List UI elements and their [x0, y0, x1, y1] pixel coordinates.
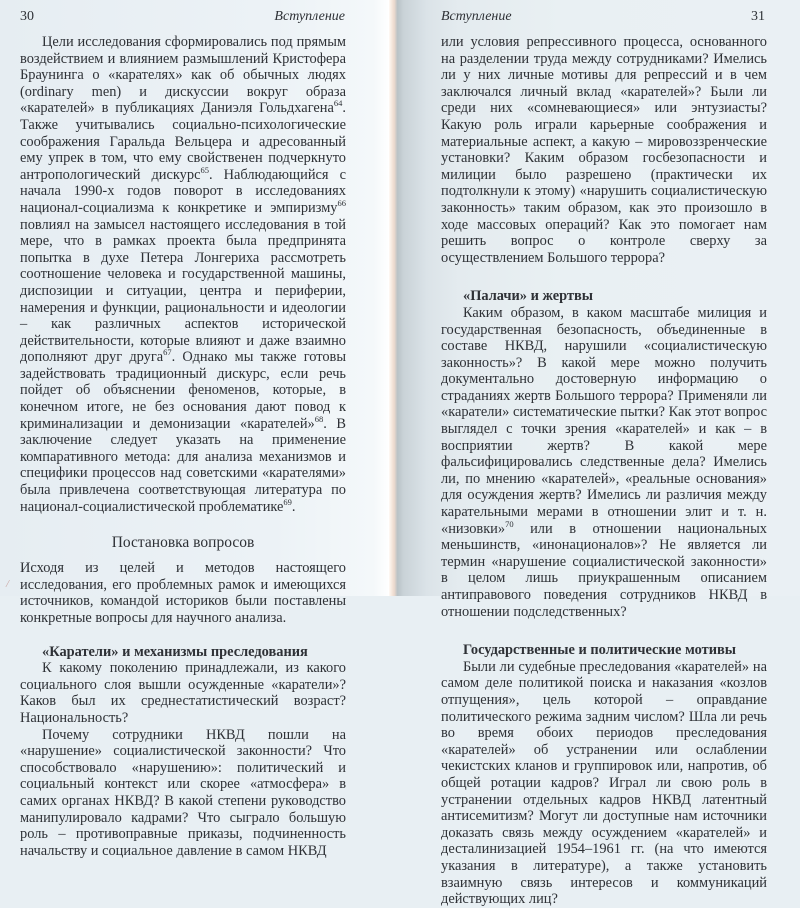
paragraph: К какому поколению принадлежали, из какого социального слоя вышли осужденные «каратели»? Каков был их среднестатистический возраст? Национальность?: [20, 660, 346, 726]
paragraph: Каким образом, в каком масштабе милиция и государственная безопасность, объединенные в составе НКВД, нарушили «социалистическую законность»? В какой мере можно получить документально достоверную информацию о страданиях жертв Большого террора? Применяли ли «каратели» систематические пытки? Как этот вопрос выглядел с точки зрения «карателей» и как – в восприятии жертв? В какой мере фальсифицировались следственные дела? Имелись ли, по мнению «карателей», «реальные основания» для осуждения жертв? Имелись ли различия между карательными мерами в отношении элит и т. н. «низовки»$^{70}$ или в отношении национальных меньшинств, «инонационалов»? Не является ли термин «нарушение социалистической законности» в целом лишь приукрашенным описанием антиправового поведения сотрудников НКВД в отношении подследственных?: [441, 304, 767, 620]
footnote-ref[interactable]: 67: [163, 347, 172, 358]
subsection-heading: «Каратели» и механизмы преследования: [42, 643, 308, 660]
section-heading: Постановка вопросов: [111, 534, 255, 552]
footnote-ref[interactable]: 64: [333, 98, 343, 109]
page-number-right: 31: [751, 9, 765, 24]
section-intro: Исходя из целей и методов настоящего исследования, его проблемных рамок и имеющихся источников, командой историков были поставлены конкретные вопросы для научного анализа.: [20, 560, 346, 626]
pencil-mark: /: [6, 578, 10, 590]
intro-paragraph: Цели исследования сформировались под прямым воздействием и влиянием размышлений Кристофера Браунинга о «карателях» как об обычных людях (ordinary men) и дискуссии вокруг образа «карателей» в публикациях Даниэля Гольдхагена$^{64}$. Также учитывались социально-психологические соображения Гаральда Вельцера и адресованный ему упрек в том, что ему свойственен подчеркнуто антропологический дискурс$^{65}$. Наблюдающийся с начала 1990-х годов поворот в исследованиях национал-социализма к конкретике и эмпиризму$^{66}$ повлиял на замысел настоящего исследования в той мере, что в рамках проекта была предпринята попытка в духе Петера Лонгериха рассмотреть соотношение человека и государственной машины, диспозиции и ситуации, центра и периферии, намерения и функции, рациональности и идеологии – как различных аспектов исторической действительности, которые влияют и даже взаимно дополняют друг друга$^{67}$. Однако мы также готовы задействовать традиционный дискурс, если речь пойдет об объяснении феноменов, которые, в конечном итоге, не без основания дают повод к криминализации и демонизации «карателей»$^{68}$. В заключение следует указать на применение компаративного метода: для анализа механизмов и специфики процессов над советскими «карателями» была привлечена соответствующая литература по национал-социалистической проблематике$^{69}$.: [20, 34, 347, 515]
paragraph: Были ли судебные преследования «карателей» на самом деле политикой поиска и наказания «козлов отпущения», цель которой – оправдание политического режима задним числом? Шла ли речь во время обоих периодов преследования «карателей» об устранении или ослаблении чекистских кланов и группировок или, напротив, об общей ротации кадров? Играл ли свою роль в устранении отдельных кадров НКВД латентный антисемитизм? Могут ли доступные нам источники доказать связь между осуждением «карателей» и десталинизацией 1954–1961 гг. (на что имеются указания в литературе), а также установить взаимную связь интересов и коммуникаций действующих лиц?: [441, 658, 767, 908]
footnote-ref[interactable]: 66: [337, 197, 346, 208]
left-page-text: [20, 34, 346, 859]
left-page: [0, 0, 389, 859]
continuation-paragraph: или условия репрессивного процесса, основанного на разделении труда между сотрудниками? Имелись ли у них личные мотивы для репрессий и в чем заключался личный вклад «карателей»? Были ли среди них «сомневающиеся» или энтузиасты? Какую роль играли карьерные соображения и материальные аспект, а какую – мировоззренческие установки? Каким образом госбезопасности и милиции было разрешено (практически их подтолкнули к этому) «нарушить социалистическую законность» таким образом, как это произошло в ходе массовых операций? Как это помогает нам решить вопрос о контроле сверху за осуществлением Большого террора?: [441, 34, 767, 266]
subsection-heading: «Палачи» и жертвы: [463, 288, 594, 305]
footnote-ref[interactable]: 69: [283, 496, 292, 507]
paragraph: Почему сотрудники НКВД пошли на «нарушение» социалистической законности? Что способствовало «нарушению»: политический и социальный контекст или скорее «атмосфера» в самих органах НКВД? В какой степени руководство манипулировало кадрами? Что сыграло большую роль – противоправные приказы, подчиненность начальству и социальное давление в самом НКВД: [20, 726, 346, 859]
running-head-right: Вступление: [441, 9, 512, 24]
subsection-heading: Государственные и политические мотивы: [463, 642, 736, 659]
footnote-ref[interactable]: 68: [314, 413, 324, 424]
footnote-ref[interactable]: 65: [200, 164, 209, 175]
running-head-left: Вступление: [274, 9, 345, 24]
footnote-ref[interactable]: 70: [505, 518, 514, 529]
book-gutter: [389, 0, 403, 596]
page-number-left: 30: [20, 9, 34, 24]
right-page: [403, 0, 800, 908]
right-page-text: [441, 34, 767, 908]
